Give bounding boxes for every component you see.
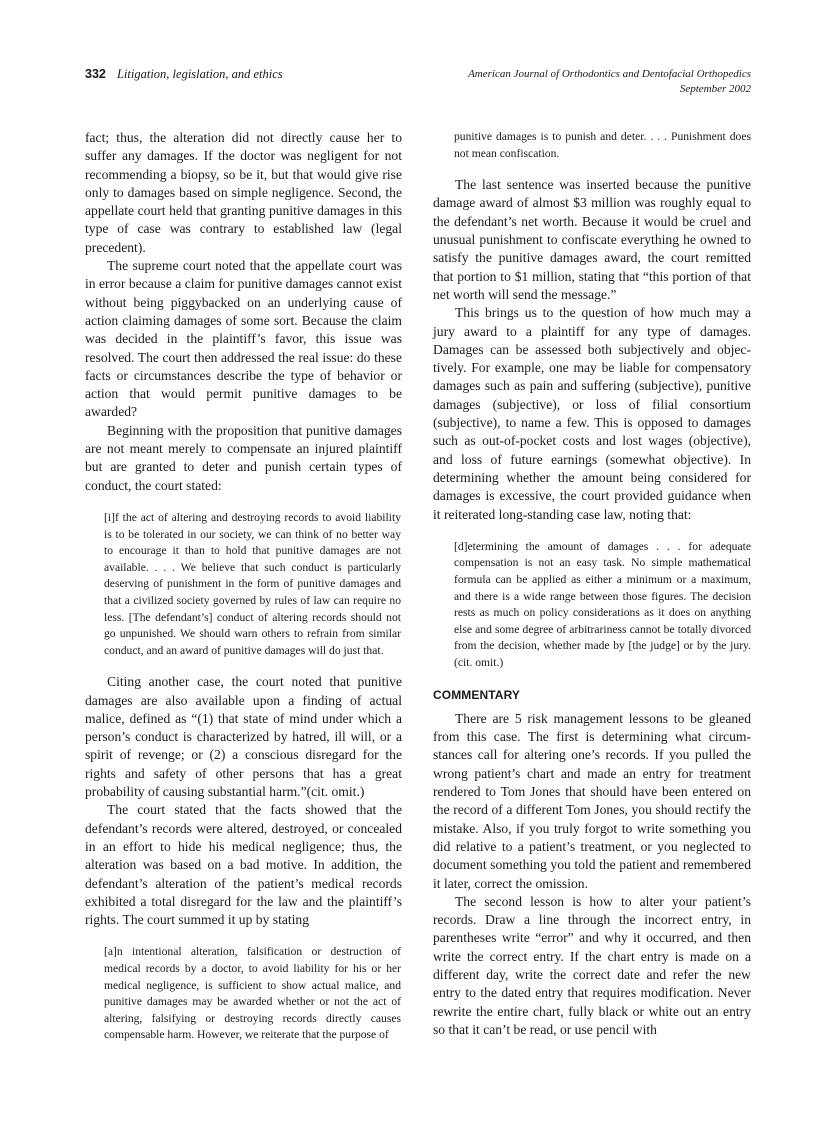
- block-quote: [i]f the act of altering and destroying records to avoid liability is to be tolerated in our society, we can think of no better way to encourage it than to hold that punitive damages are not available. . . . We believe that such conduct is particularly deserving of punishment in the form of punitive damages and that a civilized society governed by rules of law can require no less. [The defendant’s] conduct of altering records should not go unpunished. We should warn others to refrain from similar conduct, and an award of punitive damages will do just that.: [104, 510, 401, 657]
- block-quote: [d]etermining the amount of damages . . . for adequate compensation is not an easy task. No simple mathematical formula can be applied as either a minimum or a maximum, and there is a wide range between those figures. The decision rests as much on policy considerations as it does on anything else and some degree of arbitrariness cannot be totally divorced from the decision, whether made by [the judge] or by the jury. (cit. omit.): [454, 539, 751, 669]
- issue-date: September 2002: [679, 82, 751, 95]
- running-head-left: [85, 67, 283, 82]
- journal-title: American Journal of Orthodontics and Dentofacial Orthopedics: [468, 68, 751, 80]
- paragraph: Citing another case, the court noted that punitive damages are also available upon a finding of actual malice, defined as “(1) that state of mind under which a person’s conduct is characterized by hatred, ill will, or a spirit of revenge; or (2) a conscious disregard for the rights and safety of other persons that has a great probability of causing substantial harm.”(cit. omit.): [85, 674, 402, 800]
- paragraph: The supreme court noted that the appellate court was in error because a claim for punitive damages cannot exist without being piggybacked on an underlying cause of action claiming damages of some sort. Because the claim was decided in the plaintiff’s favor, this issue was resolved. The court then addressed the real issue: do these facts or circumstances describe the type of behavior or action that would permit punitive damages to be awarded?: [85, 258, 402, 420]
- page-number: 332: [85, 67, 106, 81]
- block-quote-continued: punitive damages is to punish and deter. . . . Punishment does not mean confiscation.: [454, 130, 751, 160]
- running-head-right: [468, 67, 751, 96]
- paragraph: The last sentence was inserted because the punitive damage award of almost $3 million was roughly equal to the defendant’s net worth. Because it would be cruel and unusual punishment to confiscate everything he owned to satisfy the punitive damages award, the court remitted that portion to $1 million, stating that “this portion of that net worth will send the message.”: [433, 177, 751, 302]
- paragraph: There are 5 risk management lessons to be gleaned from this case. The first is determining what circumstances call for altering one’s records. If you pulled the wrong patient’s chart and made an entry for treatment rendered to Tom Jones that should have been entered on the record of a different Tom Jones, you should rectify the mistake. Also, if you truly forgot to write something you did relative to a patient’s treatment, or you neglected to document something you told the patient and remembered it later, correct the omission.: [433, 710, 751, 891]
- paragraph: The second lesson is how to alter your patient’s records. Draw a line through the incorrect entry, in parentheses write “error” and why it occurred, and then write the correct entry. If the chart entry is made on a different day, write the correct date and refer the new entry to the dated entry that requires modification. Never rewrite the entire chart, fully black or white out an entry so that it can’t be read, or use pencil with: [433, 893, 751, 1037]
- block-quote: [a]n intentional alteration, falsification or destruction of medical records by a doctor, to avoid liability for his or her medical negligence, is sufficient to show actual malice, and punitive damages may be awarded whether or not the act of altering, falsifying or destroying records directly causes compensable harm. However, we reiterate that the purpose of: [104, 945, 401, 1042]
- paragraph: fact; thus, the alteration did not directly cause her to suffer any damages. If the doctor was negligent for not recommending a biopsy, so be it, but that would give rise only to damages based on simple negligence. Second, the appellate court held that granting punitive damages in this type of case was contrary to established law (legal precedent).: [85, 130, 402, 255]
- section-heading: COMMENTARY: [433, 687, 520, 702]
- paragraph: The court stated that the facts showed that the defendant’s records were altered, destroyed, or concealed in an effort to hide his medical negligence; thus, the alteration was based on a bad motive. In addition, the defendant’s alteration of the patient’s medical records exhibited a total disregard for the law and the plaintiff’s rights. The court summed it up by stating: [85, 802, 402, 928]
- paragraph: Beginning with the proposition that punitive damages are not meant merely to compensate an injured plaintiff but are granted to deter and punish certain types of conduct, the court stated:: [85, 422, 402, 493]
- section-title: Litigation, legislation, and ethics: [116, 67, 283, 81]
- paragraph: This brings us to the question of how much may a jury award to a plaintiff for any type of damages. Damages can be assessed both subjectively and objectively. For example, one may be liable for compensatory damages such as pain and suffering (subjective), punitive damages (subjective), or loss of filial consortium (subjective), to name a few. This is opposed to damages such as out-of-pocket costs and lost wages (objective), and loss of future earnings (somewhat objective). In determining whether the amount being considered for damages is excessive, the court provided guidance when it reiterated long-standing case law, noting that:: [433, 305, 751, 522]
- left-column: [85, 129, 402, 1058]
- right-column: [433, 129, 751, 1039]
